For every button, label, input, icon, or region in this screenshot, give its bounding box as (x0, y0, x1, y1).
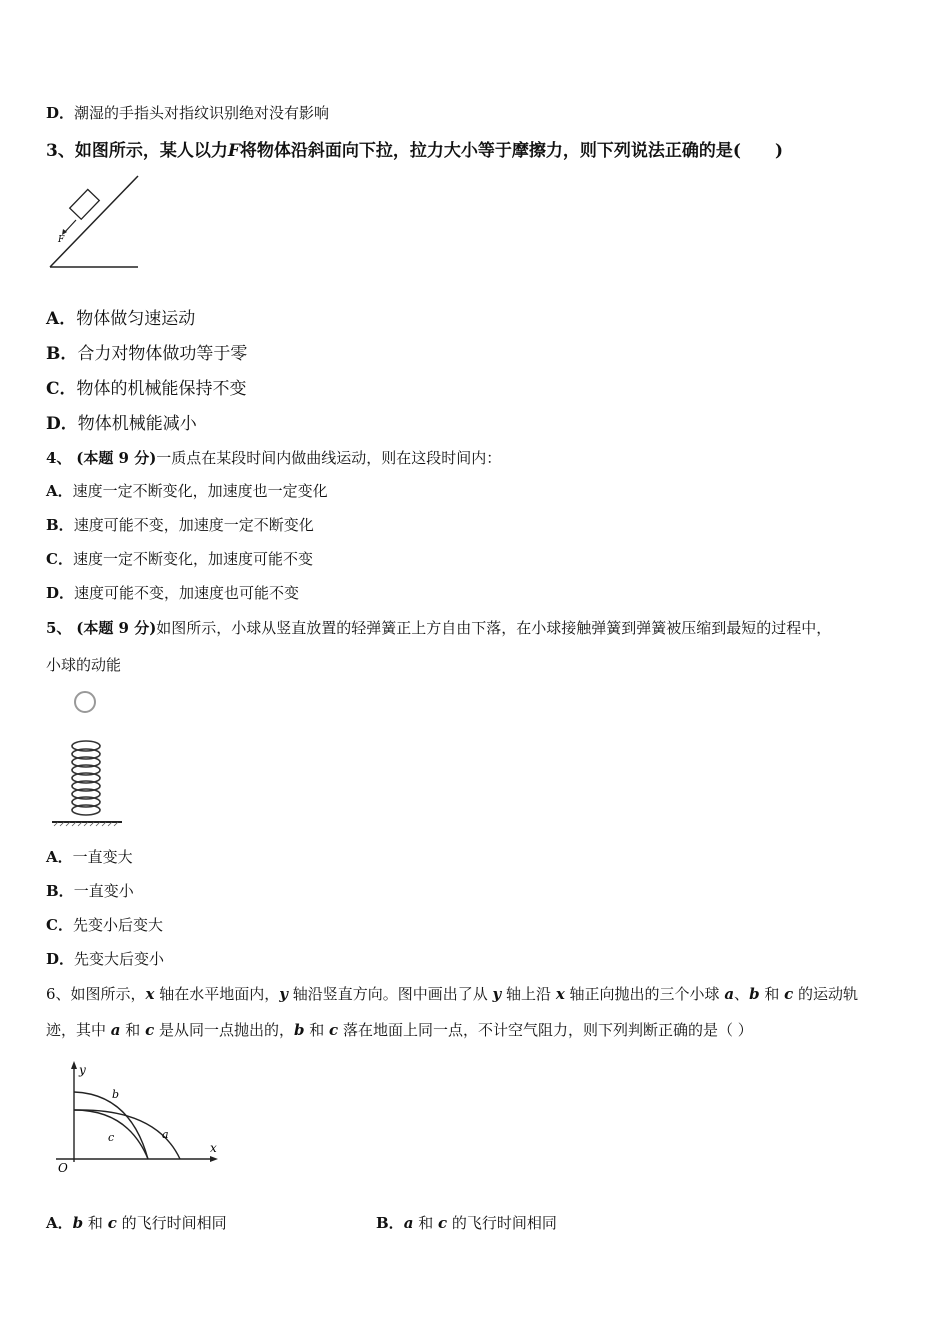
q5-stem-line1 (46, 617, 831, 638)
var-x: x (145, 985, 155, 1003)
incline-figure (46, 172, 146, 272)
stem-text: 6、如图所示， (46, 985, 146, 1003)
option-text: 速度一定不断变化，加速度可能不变 (72, 550, 313, 568)
y-axis-arrow (71, 1061, 77, 1069)
option-text: 物体机械能减小 (77, 414, 197, 434)
var-y: y (492, 985, 502, 1003)
option-text: 物体做匀速运动 (76, 309, 196, 329)
q3-option-a (46, 304, 195, 329)
curve-label-c: c (108, 1131, 115, 1144)
option-text: 速度一定不断变化，加速度也一定变化 (72, 482, 328, 500)
option-label: D． (46, 950, 75, 968)
option-label: D． (46, 104, 75, 122)
option-label: D． (46, 414, 78, 434)
option-label: B． (46, 516, 74, 534)
q3-option-d (46, 409, 197, 434)
var-b: b (293, 1021, 305, 1039)
option-label: A． (46, 848, 73, 866)
var-a: a (110, 1021, 121, 1039)
option-text: 速度可能不变，加速度一定不断变化 (73, 516, 314, 534)
stem-text: 迹，其中 (46, 1021, 111, 1039)
option-text: 的飞行时间相同 (116, 1214, 227, 1232)
q3-stem-text-2: 将物体沿斜面向下拉，拉力大小等于摩擦力，则下列说法正确的是( ) (239, 141, 784, 161)
origin-label: O (58, 1161, 68, 1175)
q5-option-c (46, 914, 163, 935)
q5-option-b (46, 880, 134, 901)
q3-option-c (46, 374, 247, 399)
var-b: b (749, 985, 760, 1003)
option-label: B． (376, 1214, 404, 1232)
stem-text: 轴在水平地面内， (154, 985, 280, 1003)
var-a: a (724, 985, 735, 1003)
trajectory-b (74, 1092, 148, 1159)
question-points: (本题 9 分) (76, 619, 157, 637)
q4-stem (46, 447, 501, 468)
q6-stem-line1 (46, 983, 858, 1004)
question-points: (本题 9 分) (76, 449, 157, 467)
spring-figure (46, 686, 136, 828)
var-c: c (145, 1021, 155, 1039)
q6-stem-line2 (46, 1019, 753, 1040)
question-number: 5、 (46, 619, 72, 637)
option-text: 潮湿的手指头对指纹识别绝对没有影响 (74, 104, 330, 122)
q5-stem-text: 如图所示，小球从竖直放置的轻弹簧正上方自由下落，在小球接触弹簧到弹簧被压缩到最短的过程中， (156, 619, 832, 637)
curve-label-a: a (162, 1128, 169, 1141)
q3-stem (46, 136, 783, 161)
q5-option-d (46, 948, 164, 969)
trajectory-figure (50, 1058, 225, 1176)
q4-option-d (46, 582, 299, 603)
x-axis-label: x (210, 1141, 217, 1155)
stem-text: 和 (304, 1021, 330, 1039)
force-symbol: F (227, 141, 240, 161)
q4-option-b (46, 514, 314, 535)
option-text: 合力对物体做功等于零 (77, 344, 248, 364)
q6-option-b (376, 1212, 557, 1233)
q3-option-b (46, 339, 247, 364)
q5-stem-line2 (46, 654, 121, 675)
stem-text: 轴正向抛出的三个小球 (564, 985, 725, 1003)
q4-option-c (46, 548, 313, 569)
option-label: A． (46, 309, 77, 329)
spring-coil (72, 741, 100, 815)
var-c: c (107, 1214, 117, 1232)
var-b: b (72, 1214, 84, 1232)
q4-stem-text: 一质点在某段时间内做曲线运动，则在这段时间内： (156, 449, 502, 467)
force-arrow (64, 220, 76, 233)
option-text: 先变小后变大 (72, 916, 163, 934)
option-label: A． (46, 482, 73, 500)
block (70, 189, 100, 219)
stem-text: 是从同一点抛出的， (154, 1021, 294, 1039)
var-y: y (279, 985, 288, 1003)
var-c: c (784, 985, 794, 1003)
option-label: C． (46, 379, 77, 399)
force-label: F (58, 235, 65, 245)
stem-text: 和 (120, 1021, 146, 1039)
option-label: B． (46, 344, 78, 364)
var-a: a (403, 1214, 414, 1232)
option-text: 和 (83, 1214, 108, 1232)
stem-text: 、 (734, 985, 750, 1003)
curve-label-b: b (112, 1088, 120, 1101)
option-label: B． (46, 882, 74, 900)
var-c: c (329, 1021, 339, 1039)
var-c: c (437, 1214, 448, 1232)
q5-stem-text-2: 小球的动能 (46, 656, 122, 674)
ball (75, 692, 95, 712)
option-label: A． (46, 1214, 73, 1232)
y-axis-label: y (79, 1063, 86, 1077)
x-axis-arrow (210, 1156, 218, 1162)
q4-option-a (46, 480, 328, 501)
incline-slope (50, 176, 138, 267)
q2-option-d (46, 102, 329, 123)
option-text: 先变大后变小 (74, 950, 165, 968)
option-label: C． (46, 550, 73, 568)
q5-option-a (46, 846, 133, 867)
stem-text: 落在地面上同一点，不计空气阻力，则下列判断正确的是（ ） (338, 1021, 753, 1039)
option-label: D． (46, 584, 75, 602)
option-text: 的飞行时间相同 (447, 1214, 557, 1232)
option-text: 一直变小 (73, 882, 134, 900)
option-text: 速度可能不变，加速度也可能不变 (74, 584, 300, 602)
q3-stem-text: 3、如图所示，某人以力 (46, 141, 228, 161)
stem-text: 的运动轨 (793, 985, 859, 1003)
stem-text: 轴上沿 (501, 985, 556, 1003)
var-x: x (555, 985, 565, 1003)
option-text: 一直变大 (72, 848, 133, 866)
stem-text: 和 (759, 985, 785, 1003)
question-number: 4、 (46, 449, 72, 467)
stem-text: 轴沿竖直方向。图中画出了从 (288, 985, 493, 1003)
q6-option-a (46, 1212, 227, 1233)
option-text: 和 (413, 1214, 438, 1232)
option-text: 物体的机械能保持不变 (76, 379, 247, 399)
option-label: C． (46, 916, 73, 934)
